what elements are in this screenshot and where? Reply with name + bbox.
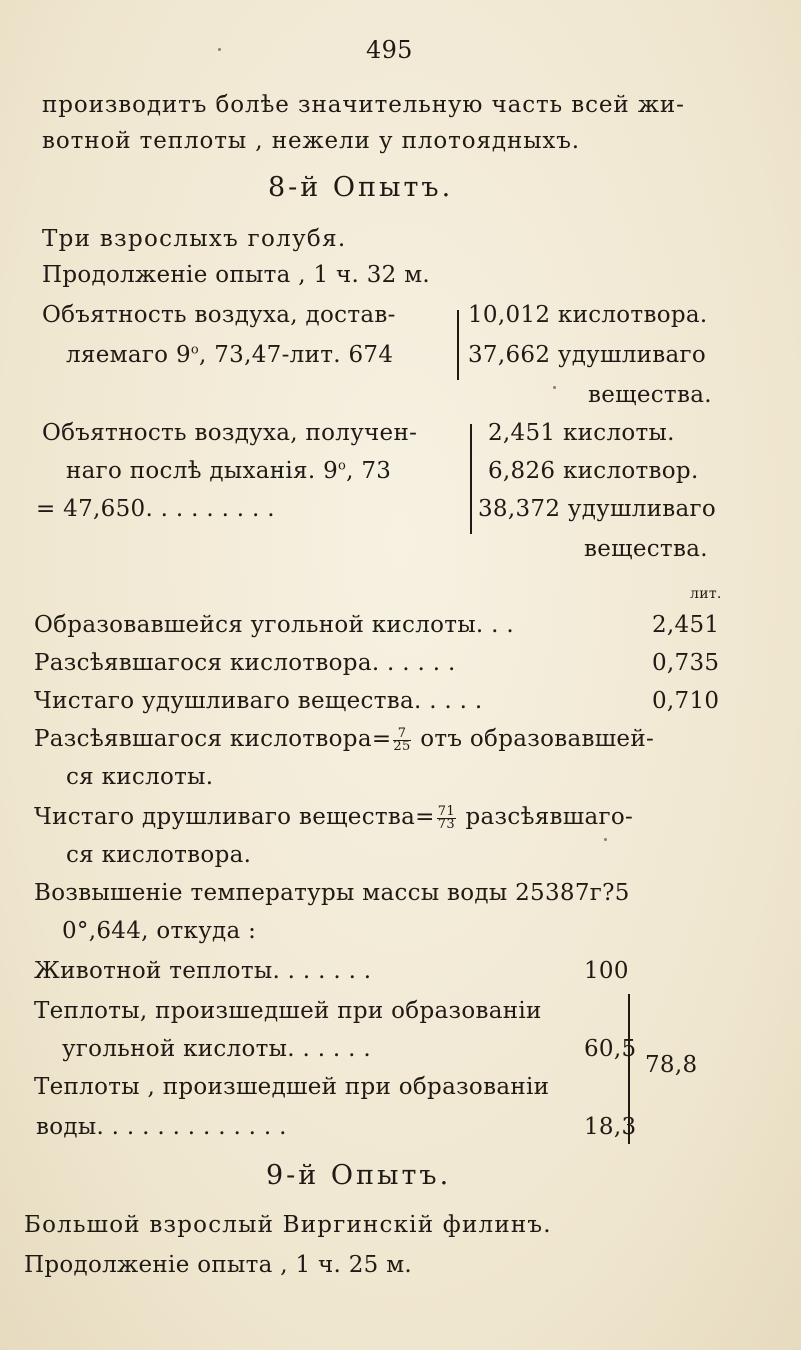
- paper-speck: [604, 838, 607, 841]
- experiment-8-heading: 8-й Опытъ.: [268, 172, 454, 203]
- temperature-line-2: 0°,644, откуда :: [62, 918, 257, 944]
- result-row-nitrogen-label: Чистаго удушливаго вещества. . . . .: [34, 688, 483, 714]
- experiment-9-duration: Продолженіе опыта , 1 ч. 25 м.: [24, 1252, 413, 1278]
- obtained-nitrogen: 38,372 удушливаго: [478, 496, 716, 522]
- result-row-acid-value: 2,451: [652, 612, 720, 638]
- result-row-nitrogen-value: 0,710: [652, 688, 720, 714]
- obtained-air-label-3: = 47,650. . . . . . . . .: [36, 496, 275, 522]
- intro-line-2: вотной теплоты , нежели у плотоядныхъ.: [42, 128, 581, 154]
- ratio-2-line-2: ся кислотвора.: [66, 842, 252, 868]
- heat-water-label-2: воды. . . . . . . . . . . . .: [36, 1114, 287, 1140]
- paper-speck: [553, 386, 556, 389]
- supplied-nitrogen: 37,662 удушливаго: [468, 342, 706, 368]
- unit-label: лит.: [690, 586, 722, 602]
- heat-sum-brace: [622, 994, 630, 1144]
- obtained-acid: 2,451 кислоты.: [488, 420, 675, 446]
- supplied-air-label-1: Объятность воздуха, достав-: [42, 302, 396, 328]
- obtained-air-label-2: наго послѣ дыханія. 9$^o$, 73: [66, 458, 392, 484]
- experiment-9-subject: Большой взрослый Виргинскій филинъ.: [24, 1212, 552, 1238]
- page-number: 495: [366, 36, 413, 64]
- obtained-substance-word: вещества.: [584, 536, 708, 562]
- result-row-acid-label: Образовавшейся угольной кислоты. . .: [34, 612, 514, 638]
- obtained-air-brace: [470, 424, 478, 534]
- heat-water-label-1: Теплоты , произшедшей при образованіи: [34, 1074, 550, 1100]
- supplied-air-brace: [457, 310, 465, 380]
- heat-acid-value: 60,5: [584, 1036, 637, 1062]
- experiment-9-heading: 9-й Опытъ.: [266, 1160, 452, 1191]
- ratio-1-fraction: $\frac{7}{25}$: [393, 725, 411, 754]
- supplied-oxygen: 10,012 кислотвора.: [468, 302, 708, 328]
- heat-sum-value: 78,8: [645, 1052, 698, 1078]
- ratio-2-line-1: Чистаго друшливаго вещества= $\frac{71}{73}$ разсѣявшаго-: [34, 803, 634, 832]
- ratio-2-fraction: $\frac{71}{73}$: [437, 803, 455, 832]
- paper-speck: [218, 48, 221, 51]
- supplied-substance-word: вещества.: [588, 382, 712, 408]
- obtained-air-label-1: Объятность воздуха, получен-: [42, 420, 418, 446]
- heat-acid-label-2: угольной кислоты. . . . . .: [62, 1036, 371, 1062]
- heat-water-value: 18,3: [584, 1114, 637, 1140]
- intro-line-1: производитъ болѣе значительную часть всей жи-: [42, 92, 685, 118]
- ratio-1-line-1: Разсѣявшагося кислотвора= $\frac{7}{25}$ отъ образовавшей-: [34, 725, 655, 754]
- ratio-1-line-2: ся кислоты.: [66, 764, 214, 790]
- temperature-line-1: Возвышеніе температуры массы воды 25387г?5: [34, 880, 630, 906]
- supplied-air-label-2: ляемаго 9$^o$, 73,47-лит. 674: [66, 342, 394, 368]
- heat-animal-value: 100: [584, 958, 629, 984]
- result-row-oxygen-label: Разсѣявшагося кислотвора. . . . . .: [34, 650, 456, 676]
- experiment-8-subject: Три взрослыхъ голубя.: [42, 226, 347, 252]
- experiment-8-duration: Продолженіе опыта , 1 ч. 32 м.: [42, 262, 431, 288]
- heat-animal-label: Животной теплоты. . . . . . .: [34, 958, 372, 984]
- obtained-oxygen: 6,826 кислотвор.: [488, 458, 699, 484]
- heat-acid-label-1: Теплоты, произшедшей при образованіи: [34, 998, 542, 1024]
- result-row-oxygen-value: 0,735: [652, 650, 720, 676]
